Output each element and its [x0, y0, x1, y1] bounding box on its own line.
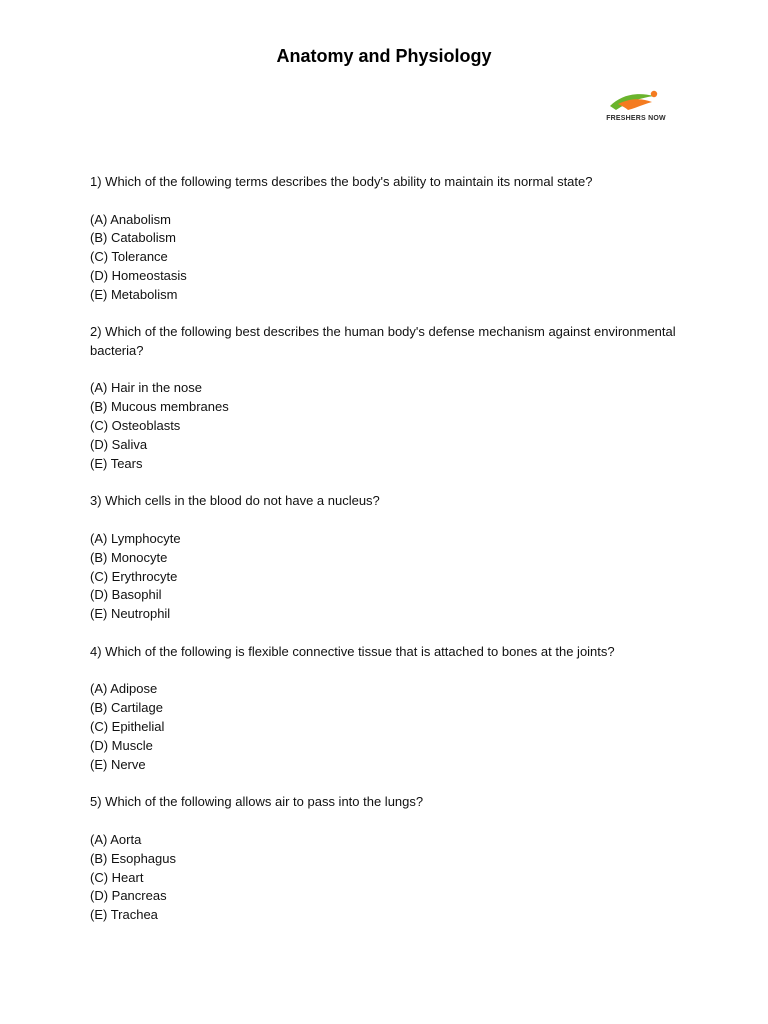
- option-c: (C) Osteoblasts: [90, 418, 181, 434]
- option-e: (E) Tears: [90, 455, 143, 471]
- option-d: (D) Muscle: [90, 737, 153, 753]
- freshers-now-logo-icon: [608, 88, 660, 116]
- option-d: (D) Basophil: [90, 587, 162, 603]
- option-b: (B) Catabolism: [90, 230, 176, 246]
- option-d: (D) Pancreas: [90, 888, 167, 904]
- option-a: (A) Adipose: [90, 681, 158, 697]
- question-4: [90, 643, 710, 774]
- option-a: (A) Anabolism: [90, 211, 171, 227]
- option-a: (A) Aorta: [90, 831, 142, 847]
- question-5: [90, 793, 710, 924]
- option-c: (C) Epithelial: [90, 719, 165, 735]
- option-b: (B) Mucous membranes: [90, 399, 229, 415]
- option-b: (B) Esophagus: [90, 850, 176, 866]
- question-text: 1) Which of the following terms describes the body's ability to maintain its normal state?: [90, 174, 593, 189]
- option-c: (C) Tolerance: [90, 249, 168, 265]
- option-e: (E) Nerve: [90, 756, 146, 772]
- option-c: (C) Erythrocyte: [90, 568, 178, 584]
- option-b: (B) Cartilage: [90, 700, 163, 716]
- question-text: 4) Which of the following is flexible connective tissue that is attached to bones at the joints?: [90, 643, 615, 659]
- option-a: (A) Lymphocyte: [90, 530, 181, 546]
- option-c: (C) Heart: [90, 869, 144, 885]
- question-list: [90, 173, 710, 944]
- logo-text: FRESHERS NOW: [606, 115, 666, 122]
- option-d: (D) Homeostasis: [90, 267, 187, 283]
- page-title: Anatomy and Physiology: [276, 46, 492, 66]
- option-b: (B) Monocyte: [90, 549, 168, 565]
- option-d: (D) Saliva: [90, 436, 148, 452]
- question-2: [90, 323, 710, 473]
- question-1: [90, 173, 710, 304]
- option-a: (A) Hair in the nose: [90, 380, 202, 396]
- question-text: 3) Which cells in the blood do not have a nucleus?: [90, 493, 380, 509]
- question-3: [90, 492, 710, 623]
- question-text: 5) Which of the following allows air to pass into the lungs?: [90, 794, 424, 810]
- option-e: (E) Neutrophil: [90, 606, 171, 622]
- question-text: 2) Which of the following best describes the human body's defense mechanism against environmental bacteria?: [90, 324, 676, 358]
- option-e: (E) Metabolism: [90, 286, 178, 302]
- freshers-now-logo: [596, 84, 680, 136]
- option-e: (E) Trachea: [90, 907, 158, 923]
